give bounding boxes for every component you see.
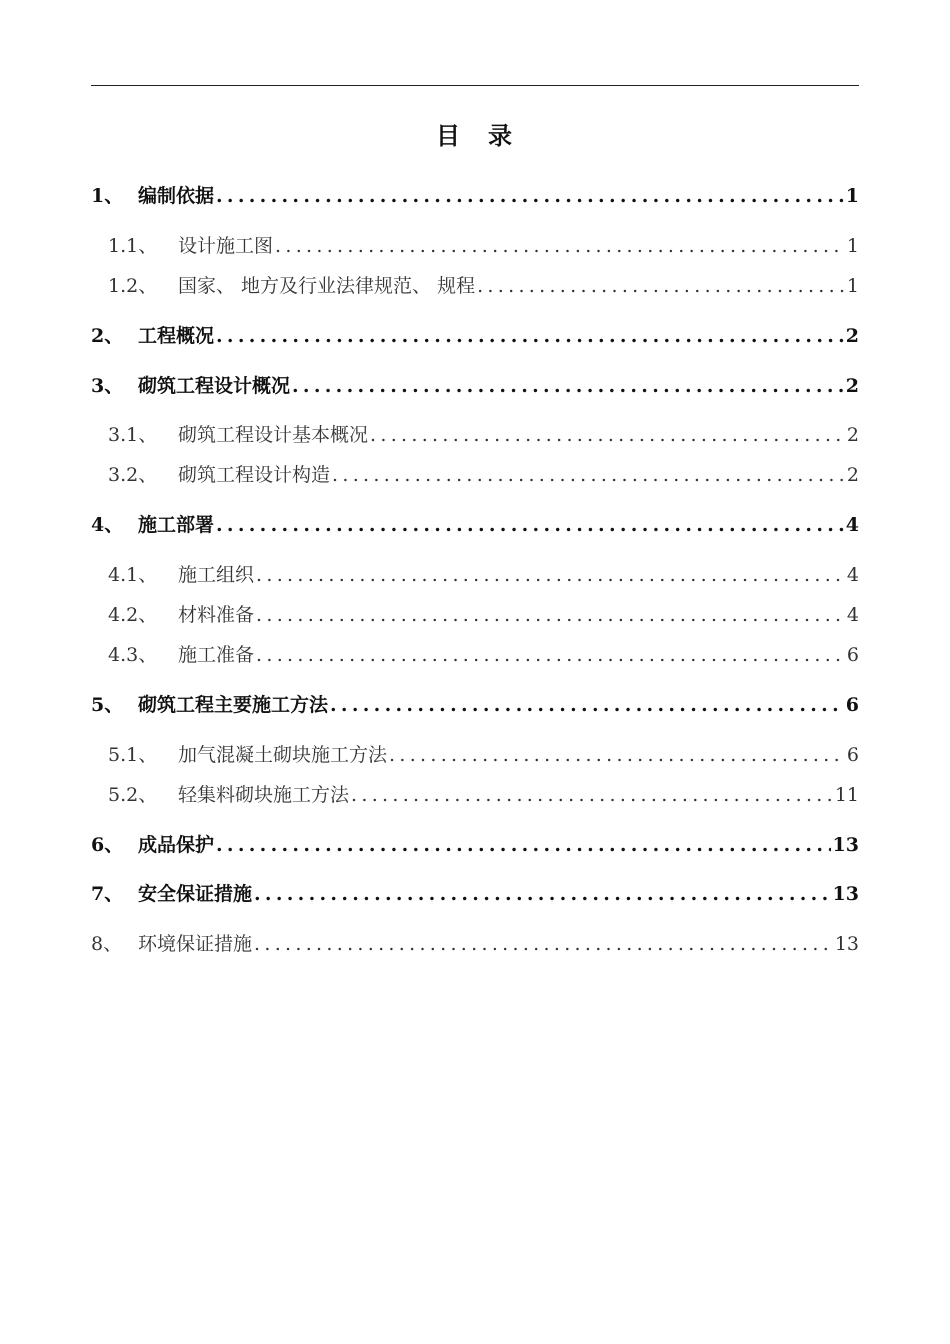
dot-leader bbox=[477, 277, 845, 296]
dot-leader bbox=[275, 237, 845, 256]
entry-page: 2 bbox=[846, 424, 859, 446]
dot-leader bbox=[256, 566, 845, 585]
dot-leader bbox=[254, 885, 831, 904]
entry-page: 1 bbox=[845, 185, 859, 207]
dot-leader bbox=[254, 935, 833, 954]
entry-page: 2 bbox=[846, 464, 859, 486]
toc-title: 目 录 bbox=[436, 121, 514, 150]
toc-entry-5-1[interactable] bbox=[108, 746, 859, 765]
toc-entry-7[interactable] bbox=[91, 885, 859, 904]
entry-label: 施工部署 bbox=[138, 514, 215, 536]
entry-label: 设计施工图 bbox=[178, 235, 274, 257]
entry-number: 4.1、 bbox=[108, 564, 158, 586]
entry-label: 材料准备 bbox=[178, 604, 255, 626]
toc-entry-4[interactable] bbox=[91, 516, 859, 535]
dot-leader bbox=[370, 426, 845, 445]
entry-label: 砌筑工程设计构造 bbox=[178, 464, 331, 486]
dot-leader bbox=[351, 786, 833, 805]
entry-label: 安全保证措施 bbox=[138, 883, 253, 905]
dot-leader bbox=[330, 696, 844, 715]
entry-number: 1.2、 bbox=[108, 275, 158, 297]
entry-label: 工程概况 bbox=[138, 325, 215, 347]
entry-page: 11 bbox=[834, 784, 859, 806]
entry-label: 成品保护 bbox=[138, 834, 215, 856]
entry-number: 4.2、 bbox=[108, 604, 158, 626]
entry-number: 3、 bbox=[91, 375, 124, 397]
entry-page: 6 bbox=[846, 744, 859, 766]
toc-entry-1[interactable] bbox=[91, 187, 859, 206]
toc-entry-3-2[interactable] bbox=[108, 466, 859, 485]
entry-number: 1.1、 bbox=[108, 235, 158, 257]
dot-leader bbox=[216, 836, 831, 855]
entry-number: 4、 bbox=[91, 514, 124, 536]
toc-entry-2[interactable] bbox=[91, 327, 859, 346]
entry-number: 3.1、 bbox=[108, 424, 158, 446]
entry-page: 1 bbox=[846, 235, 859, 257]
entry-page: 13 bbox=[832, 834, 859, 856]
entry-label: 砌筑工程设计基本概况 bbox=[178, 424, 369, 446]
entry-number: 5.2、 bbox=[108, 784, 158, 806]
entry-label: 环境保证措施 bbox=[138, 933, 253, 955]
dot-leader bbox=[389, 746, 845, 765]
entry-label: 施工准备 bbox=[178, 644, 255, 666]
dot-leader bbox=[256, 646, 845, 665]
entry-number: 7、 bbox=[91, 883, 124, 905]
entry-page: 6 bbox=[846, 644, 859, 666]
entry-page: 4 bbox=[846, 604, 859, 626]
entry-number: 1、 bbox=[91, 185, 124, 207]
header-rule bbox=[91, 85, 859, 86]
entry-number: 5、 bbox=[91, 694, 124, 716]
toc-entry-5-2[interactable] bbox=[108, 786, 859, 805]
toc-entry-3[interactable] bbox=[91, 377, 859, 396]
toc-entry-3-1[interactable] bbox=[108, 426, 859, 445]
toc-entry-4-3[interactable] bbox=[108, 646, 859, 665]
toc-entry-4-1[interactable] bbox=[108, 566, 859, 585]
entry-page: 13 bbox=[832, 883, 859, 905]
dot-leader bbox=[332, 466, 845, 485]
entry-page: 4 bbox=[845, 514, 859, 536]
entry-page: 2 bbox=[845, 375, 859, 397]
entry-number: 3.2、 bbox=[108, 464, 158, 486]
entry-page: 6 bbox=[845, 694, 859, 716]
dot-leader bbox=[216, 187, 844, 206]
dot-leader bbox=[216, 516, 844, 535]
entry-label: 砌筑工程设计概况 bbox=[138, 375, 291, 397]
toc-entry-6[interactable] bbox=[91, 836, 859, 855]
dot-leader bbox=[292, 377, 844, 396]
toc-entry-8[interactable] bbox=[91, 935, 859, 954]
entry-label: 砌筑工程主要施工方法 bbox=[138, 694, 329, 716]
entry-page: 4 bbox=[846, 564, 859, 586]
toc-entry-1-1[interactable] bbox=[108, 237, 859, 256]
entry-number: 8、 bbox=[91, 933, 123, 955]
toc-entry-1-2[interactable] bbox=[108, 277, 859, 296]
entry-number: 4.3、 bbox=[108, 644, 158, 666]
entry-label: 加气混凝土砌块施工方法 bbox=[178, 744, 388, 766]
toc-entry-5[interactable] bbox=[91, 696, 859, 715]
dot-leader bbox=[256, 606, 845, 625]
entry-page: 1 bbox=[846, 275, 859, 297]
entry-label: 轻集料砌块施工方法 bbox=[178, 784, 350, 806]
entry-number: 6、 bbox=[91, 834, 124, 856]
entry-label: 施工组织 bbox=[178, 564, 255, 586]
entry-number: 5.1、 bbox=[108, 744, 158, 766]
entry-label: 编制依据 bbox=[138, 185, 215, 207]
entry-number: 2、 bbox=[91, 325, 124, 347]
toc-entry-4-2[interactable] bbox=[108, 606, 859, 625]
entry-page: 2 bbox=[845, 325, 859, 347]
entry-label: 国家、 地方及行业法律规范、 规程 bbox=[178, 275, 476, 297]
dot-leader bbox=[216, 327, 844, 346]
entry-page: 13 bbox=[834, 933, 859, 955]
